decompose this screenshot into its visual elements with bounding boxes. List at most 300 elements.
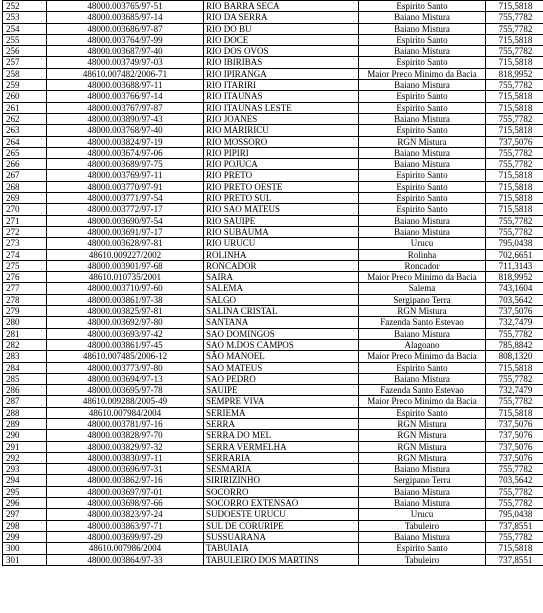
process-number-cell: 48000.003697/97-01 [47,486,204,497]
reference-oil-cell: Baiano Mistura [359,147,486,158]
price-value-cell: 715,5818 [486,102,543,113]
row-number-cell: 261 [3,102,47,113]
row-number-cell: 252 [3,1,47,12]
reference-oil-cell: Maior Preco Minimo da Bacia [359,68,486,79]
process-number-cell: 48000.003828/97-70 [47,430,204,441]
price-value-cell: 715,5818 [486,181,543,192]
row-number-cell: 280 [3,317,47,328]
reference-oil-cell: Sergipano Terra [359,294,486,305]
reference-oil-cell: Espirito Santo [359,57,486,68]
price-value-cell: 715,5818 [486,407,543,418]
reference-oil-cell: Espirito Santo [359,204,486,215]
price-value-cell: 715,5818 [486,362,543,373]
row-number-cell: 298 [3,520,47,531]
row-number-cell: 260 [3,91,47,102]
price-value-cell: 715,5818 [486,125,543,136]
table-row [3,1,543,12]
field-name-cell: RONCADOR [204,260,359,271]
field-name-cell: RIO PIPIRI [204,147,359,158]
price-value-cell: 715,5818 [486,193,543,204]
price-value-cell: 743,1604 [486,283,543,294]
process-number-cell: 48000.003823/97-24 [47,509,204,520]
price-value-cell: 795,0438 [486,238,543,249]
row-number-cell: 292 [3,452,47,463]
field-name-cell: SOCORRO [204,486,359,497]
field-name-cell: RIO DOS OVOS [204,46,359,57]
reference-oil-cell: Baiano Mistura [359,531,486,542]
process-number-cell: 48000.003769/97-11 [47,170,204,181]
process-number-cell: 48000.003864/97-33 [47,554,204,565]
process-number-cell: 48000.003829/97-32 [47,441,204,452]
reference-oil-cell: RGN Mistura [359,452,486,463]
field-name-cell: RIO DA SERRA [204,12,359,23]
process-number-cell: 48000.003863/97-71 [47,520,204,531]
table-row [3,238,543,249]
price-value-cell: 755,7782 [486,80,543,91]
process-number-cell: 48610.010735/2001 [47,272,204,283]
table-row [3,102,543,113]
row-number-cell: 257 [3,57,47,68]
reference-oil-cell: Fazenda Santo Estevao [359,385,486,396]
table-row [3,520,543,531]
field-name-cell: SALGO [204,294,359,305]
field-name-cell: SAO M.DOS CAMPOS [204,339,359,350]
process-number-cell: 48000.003710/97-60 [47,283,204,294]
process-number-cell: 48000.003862/97-16 [47,475,204,486]
row-number-cell: 268 [3,181,47,192]
table-row [3,136,543,147]
price-value-cell: 755,7782 [486,328,543,339]
process-number-cell: 48610.007482/2006-71 [47,68,204,79]
price-value-cell: 711,3143 [486,260,543,271]
reference-oil-cell: RGN Mistura [359,306,486,317]
row-number-cell: 297 [3,509,47,520]
table-row [3,373,543,384]
process-number-cell: 48000.003824/97-19 [47,136,204,147]
price-value-cell: 715,5818 [486,1,543,12]
process-number-cell: 48000.003781/97-16 [47,418,204,429]
reference-oil-cell: Rolinha [359,249,486,260]
field-name-cell: RIO ITAUNAS [204,91,359,102]
table-row [3,204,543,215]
field-name-cell: SIRIRIZINHO [204,475,359,486]
reference-oil-cell: RGN Mistura [359,441,486,452]
table-row [3,328,543,339]
row-number-cell: 273 [3,238,47,249]
table-row [3,396,543,407]
row-number-cell: 270 [3,204,47,215]
process-number-cell: 48000.003773/97-80 [47,362,204,373]
price-value-cell: 715,5818 [486,204,543,215]
row-number-cell: 276 [3,272,47,283]
table-row [3,249,543,260]
process-number-cell: 48000.003695/97-78 [47,385,204,396]
table-row [3,554,543,565]
row-number-cell: 254 [3,23,47,34]
price-value-cell: 755,7782 [486,498,543,509]
price-value-cell: 755,7782 [486,486,543,497]
field-name-cell: SAIRA [204,272,359,283]
reference-oil-cell: Baiano Mistura [359,46,486,57]
price-value-cell: 703,5642 [486,294,543,305]
table-row [3,272,543,283]
table-row [3,430,543,441]
price-value-cell: 755,7782 [486,396,543,407]
reference-oil-cell: Roncador [359,260,486,271]
price-value-cell: 737,5076 [486,452,543,463]
price-value-cell: 737,8551 [486,520,543,531]
row-number-cell: 282 [3,339,47,350]
process-number-cell: 48610.009288/2005-49 [47,396,204,407]
process-number-cell: 48610.007485/2006-12 [47,351,204,362]
process-number-cell: 48000.003825/97-81 [47,306,204,317]
field-name-cell: RIO DOCE [204,34,359,45]
process-number-cell: 48000.003689/97-75 [47,159,204,170]
row-number-cell: 259 [3,80,47,91]
row-number-cell: 274 [3,249,47,260]
table-row [3,509,543,520]
field-name-cell: SUL DE CORURIPE [204,520,359,531]
reference-oil-cell: Espirito Santo [359,193,486,204]
price-value-cell: 737,5076 [486,136,543,147]
reference-oil-cell: Baiano Mistura [359,486,486,497]
price-value-cell: 715,5818 [486,34,543,45]
field-name-cell: RIO SAO MATEUS [204,204,359,215]
table-row [3,215,543,226]
field-name-cell: SUSSUARANA [204,531,359,542]
process-number-cell: 48000.003861/97-38 [47,294,204,305]
row-number-cell: 256 [3,46,47,57]
row-number-cell: 295 [3,486,47,497]
price-value-cell: 755,7782 [486,159,543,170]
reference-oil-cell: RGN Mistura [359,418,486,429]
process-number-cell: 48610.009227/2002 [47,249,204,260]
row-number-cell: 278 [3,294,47,305]
field-name-cell: RIO SUBAUMA [204,226,359,237]
field-name-cell: SERRA DO MEL [204,430,359,441]
process-number-cell: 48000.003830/97-11 [47,452,204,463]
field-name-cell: SAO DOMINGOS [204,328,359,339]
table-row [3,531,543,542]
reference-oil-cell: Espirito Santo [359,102,486,113]
field-name-cell: SERRA [204,418,359,429]
process-number-cell: 48000.003890/97-43 [47,113,204,124]
table-row [3,170,543,181]
reference-oil-cell: Espirito Santo [359,543,486,554]
row-number-cell: 262 [3,113,47,124]
row-number-cell: 265 [3,147,47,158]
table-row [3,283,543,294]
table-row [3,339,543,350]
process-number-cell: 48000.003692/97-80 [47,317,204,328]
process-number-cell: 48000.003685/97-14 [47,12,204,23]
row-number-cell: 283 [3,351,47,362]
price-value-cell: 785,8842 [486,339,543,350]
field-name-cell: SALINA CRISTAL [204,306,359,317]
table-row [3,475,543,486]
row-number-cell: 281 [3,328,47,339]
document-table-container [2,0,541,566]
process-number-cell: 48000.003687/97-40 [47,46,204,57]
reference-oil-cell: Espirito Santo [359,170,486,181]
reference-oil-cell: Baiano Mistura [359,23,486,34]
table-row [3,46,543,57]
field-name-cell: SERIEMA [204,407,359,418]
row-number-cell: 288 [3,407,47,418]
table-row [3,441,543,452]
price-value-cell: 732,7479 [486,317,543,328]
row-number-cell: 290 [3,430,47,441]
table-row [3,260,543,271]
process-number-cell: 48000.003861/97-45 [47,339,204,350]
reference-oil-cell: Espirito Santo [359,34,486,45]
price-value-cell: 715,5818 [486,543,543,554]
field-name-cell: SERRA VERMELHA [204,441,359,452]
process-number-cell: 48000.003901/97-68 [47,260,204,271]
field-name-cell: RIO POJUCA [204,159,359,170]
reference-oil-cell: Espirito Santo [359,91,486,102]
table-row [3,317,543,328]
field-name-cell: SAO PEDRO [204,373,359,384]
row-number-cell: 291 [3,441,47,452]
price-value-cell: 795,0438 [486,509,543,520]
reference-oil-cell: Espirito Santo [359,125,486,136]
field-name-cell: RIO PRETO [204,170,359,181]
reference-oil-cell: Urucu [359,509,486,520]
price-value-cell: 818,9952 [486,272,543,283]
row-number-cell: 286 [3,385,47,396]
field-name-cell: SERRARIA [204,452,359,463]
table-row [3,34,543,45]
process-number-cell: 48000.003764/97-99 [47,34,204,45]
table-row [3,294,543,305]
table-row [3,181,543,192]
field-name-cell: SÃO MANOEL [204,351,359,362]
row-number-cell: 255 [3,34,47,45]
field-name-cell: RIO MARIRICU [204,125,359,136]
table-row [3,407,543,418]
price-value-cell: 755,7782 [486,226,543,237]
table-row [3,113,543,124]
table-row [3,68,543,79]
row-number-cell: 294 [3,475,47,486]
reference-oil-cell: Maior Preco Minimo da Bacia [359,272,486,283]
process-number-cell: 48000.003767/97-87 [47,102,204,113]
row-number-cell: 272 [3,226,47,237]
reference-oil-cell: Espirito Santo [359,181,486,192]
process-number-cell: 48000.003771/97-54 [47,193,204,204]
field-name-cell: SAO MATEUS [204,362,359,373]
field-name-cell: SESMARIA [204,464,359,475]
reference-oil-cell: Baiano Mistura [359,226,486,237]
field-name-cell: SALEMA [204,283,359,294]
field-name-cell: RIO ITAUNAS LESTE [204,102,359,113]
field-name-cell: RIO IBIRIBAS [204,57,359,68]
price-value-cell: 755,7782 [486,373,543,384]
reference-oil-cell: RGN Mistura [359,430,486,441]
row-number-cell: 253 [3,12,47,23]
row-number-cell: 284 [3,362,47,373]
price-value-cell: 818,9952 [486,68,543,79]
table-row [3,452,543,463]
row-number-cell: 258 [3,68,47,79]
field-name-cell: ROLINHA [204,249,359,260]
price-value-cell: 732,7479 [486,385,543,396]
table-row [3,362,543,373]
table-row [3,498,543,509]
table-body [3,1,543,566]
field-name-cell: RIO IPIRANGA [204,68,359,79]
reference-oil-cell: Urucu [359,238,486,249]
reference-oil-cell: Baiano Mistura [359,113,486,124]
price-value-cell: 715,5818 [486,170,543,181]
table-row [3,351,543,362]
field-name-cell: RIO DO BU [204,23,359,34]
reference-oil-cell: Baiano Mistura [359,373,486,384]
process-number-cell: 48000.003674/97-06 [47,147,204,158]
reference-oil-cell: Salema [359,283,486,294]
process-number-cell: 48000.003696/97-31 [47,464,204,475]
price-value-cell: 737,5076 [486,430,543,441]
row-number-cell: 269 [3,193,47,204]
price-value-cell: 755,7782 [486,147,543,158]
process-number-cell: 48000.003699/97-29 [47,531,204,542]
price-value-cell: 715,5818 [486,91,543,102]
field-name-cell: RIO PRETO OESTE [204,181,359,192]
table-row [3,80,543,91]
field-name-cell: SANTANA [204,317,359,328]
reference-oil-cell: Tabuleiro [359,520,486,531]
price-value-cell: 755,7782 [486,12,543,23]
process-number-cell: 48610.007986/2004 [47,543,204,554]
table-row [3,23,543,34]
table-row [3,306,543,317]
row-number-cell: 264 [3,136,47,147]
row-number-cell: 275 [3,260,47,271]
price-value-cell: 755,7782 [486,531,543,542]
process-number-cell: 48000.003768/97-40 [47,125,204,136]
process-number-cell: 48000.003688/97-11 [47,80,204,91]
reference-oil-cell: Baiano Mistura [359,80,486,91]
row-number-cell: 299 [3,531,47,542]
reference-oil-cell: Espirito Santo [359,362,486,373]
row-number-cell: 296 [3,498,47,509]
reference-oil-cell: Baiano Mistura [359,215,486,226]
process-number-cell: 48000.003691/97-17 [47,226,204,237]
reference-oil-cell: Maior Preco Minimo da Bacia [359,396,486,407]
table-row [3,464,543,475]
reference-oil-cell: Baiano Mistura [359,328,486,339]
field-name-cell: SAUIPE [204,385,359,396]
reference-oil-cell: Espirito Santo [359,1,486,12]
reference-oil-cell: Sergipano Terra [359,475,486,486]
reference-oil-cell: Baiano Mistura [359,464,486,475]
process-number-cell: 48000.003693/97-42 [47,328,204,339]
price-value-cell: 755,7782 [486,215,543,226]
process-number-cell: 48000.003770/97-91 [47,181,204,192]
field-name-cell: TABULEIRO DOS MARTINS [204,554,359,565]
field-name-cell: TABUIAIA [204,543,359,554]
field-name-cell: RIO URUCU [204,238,359,249]
table-row [3,159,543,170]
reference-oil-cell: Tabuleiro [359,554,486,565]
row-number-cell: 279 [3,306,47,317]
fields-price-table [2,0,543,566]
process-number-cell: 48000.003694/97-13 [47,373,204,384]
field-name-cell: SOCORRO EXTENSAO [204,498,359,509]
field-name-cell: SUDOESTE URUCU [204,509,359,520]
table-row [3,125,543,136]
field-name-cell: RIO BARRA SECA [204,1,359,12]
row-number-cell: 267 [3,170,47,181]
price-value-cell: 755,7782 [486,464,543,475]
price-value-cell: 737,8551 [486,554,543,565]
table-row [3,226,543,237]
process-number-cell: 48000.003749/97-03 [47,57,204,68]
reference-oil-cell: Baiano Mistura [359,498,486,509]
table-row [3,147,543,158]
process-number-cell: 48000.003772/97-17 [47,204,204,215]
table-row [3,543,543,554]
row-number-cell: 277 [3,283,47,294]
table-row [3,193,543,204]
price-value-cell: 755,7782 [486,46,543,57]
process-number-cell: 48000.003686/97-87 [47,23,204,34]
row-number-cell: 285 [3,373,47,384]
field-name-cell: SEMPRE VIVA [204,396,359,407]
process-number-cell: 48000.003690/97-54 [47,215,204,226]
table-row [3,57,543,68]
table-row [3,418,543,429]
process-number-cell: 48000.003765/97-51 [47,1,204,12]
price-value-cell: 702,6651 [486,249,543,260]
row-number-cell: 266 [3,159,47,170]
price-value-cell: 755,7782 [486,113,543,124]
price-value-cell: 808,1320 [486,351,543,362]
price-value-cell: 737,5076 [486,306,543,317]
row-number-cell: 293 [3,464,47,475]
table-row [3,486,543,497]
price-value-cell: 703,5642 [486,475,543,486]
field-name-cell: RIO JOANES [204,113,359,124]
process-number-cell: 48610.007984/2004 [47,407,204,418]
table-row [3,91,543,102]
table-row [3,385,543,396]
row-number-cell: 289 [3,418,47,429]
price-value-cell: 737,5076 [486,418,543,429]
process-number-cell: 48000.003628/97-81 [47,238,204,249]
reference-oil-cell: Baiano Mistura [359,159,486,170]
field-name-cell: RIO MOSSORO [204,136,359,147]
process-number-cell: 48000.003766/97-14 [47,91,204,102]
field-name-cell: RIO ITARIRI [204,80,359,91]
reference-oil-cell: Baiano Mistura [359,12,486,23]
row-number-cell: 287 [3,396,47,407]
table-row [3,12,543,23]
field-name-cell: RIO SAUIPE [204,215,359,226]
reference-oil-cell: Fazenda Santo Estevao [359,317,486,328]
row-number-cell: 263 [3,125,47,136]
field-name-cell: RIO PRETO SUL [204,193,359,204]
row-number-cell: 301 [3,554,47,565]
reference-oil-cell: Alagoano [359,339,486,350]
process-number-cell: 48000.003698/97-66 [47,498,204,509]
row-number-cell: 271 [3,215,47,226]
price-value-cell: 715,5818 [486,57,543,68]
price-value-cell: 737,5076 [486,441,543,452]
reference-oil-cell: RGN Mistura [359,136,486,147]
reference-oil-cell: Maior Preco Minimo da Bacia [359,351,486,362]
